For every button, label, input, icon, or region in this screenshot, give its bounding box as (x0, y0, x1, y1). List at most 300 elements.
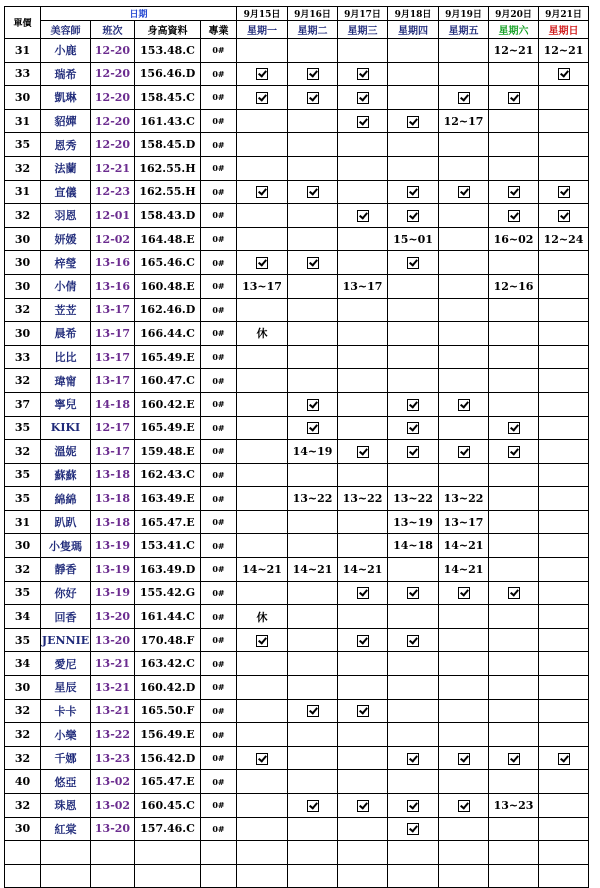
day-cell (539, 156, 589, 180)
day-cell (388, 440, 439, 464)
name-cell: 妍媛 (41, 227, 91, 251)
table-row (5, 156, 589, 180)
checkbox-checked-icon (407, 422, 419, 434)
checkbox-checked-icon (558, 186, 570, 198)
weekday-header-sunday: 星期日 (539, 21, 589, 39)
day-cell (539, 133, 589, 157)
checkbox-checked-icon (357, 116, 369, 128)
day-cell (388, 298, 439, 322)
day-cell (439, 180, 489, 204)
name-cell: 貂嬋 (41, 109, 91, 133)
day-cell (388, 274, 439, 298)
price-cell: 34 (5, 605, 41, 629)
day-cell (489, 864, 539, 888)
pro-cell: 0# (201, 794, 237, 818)
checkbox-checked-icon (508, 587, 520, 599)
day-cell (338, 770, 388, 794)
pro-cell: 0# (201, 558, 237, 582)
day-cell (539, 86, 589, 110)
weekday-header: 星期一 (237, 21, 288, 39)
day-cell: 14~21 (439, 558, 489, 582)
day-cell (288, 298, 338, 322)
pro-cell: 0# (201, 345, 237, 369)
pro-cell: 0# (201, 109, 237, 133)
day-cell (388, 628, 439, 652)
price-cell: 31 (5, 109, 41, 133)
day-cell (237, 463, 288, 487)
name-cell: 小隻瑪 (41, 534, 91, 558)
checkbox-checked-icon (508, 422, 520, 434)
day-cell (237, 817, 288, 841)
table-row (5, 817, 589, 841)
name-cell: 蘇蘇 (41, 463, 91, 487)
height-cell: 156.42.D (135, 746, 201, 770)
name-cell: 凱琳 (41, 86, 91, 110)
table-row (5, 322, 589, 346)
day-cell (338, 86, 388, 110)
checkbox-checked-icon (407, 399, 419, 411)
day-cell (439, 676, 489, 700)
day-cell (338, 345, 388, 369)
day-cell: 14~18 (388, 534, 439, 558)
day-cell (338, 817, 388, 841)
shift-cell: 13-17 (91, 369, 135, 393)
shift-cell: 13-21 (91, 699, 135, 723)
table-row (5, 39, 589, 63)
checkbox-checked-icon (357, 210, 369, 222)
day-cell (539, 204, 589, 228)
height-cell: 158.43.D (135, 204, 201, 228)
shift-cell: 13-23 (91, 746, 135, 770)
day-cell (539, 510, 589, 534)
day-cell: 13~19 (388, 510, 439, 534)
name-cell: 回香 (41, 605, 91, 629)
day-cell (288, 133, 338, 157)
day-cell (539, 699, 589, 723)
shift-cell: 13-20 (91, 817, 135, 841)
checkbox-checked-icon (256, 753, 268, 765)
price-cell: 37 (5, 392, 41, 416)
day-cell (388, 109, 439, 133)
day-cell (439, 62, 489, 86)
table-row (5, 676, 589, 700)
day-cell (338, 392, 388, 416)
price-cell: 30 (5, 534, 41, 558)
day-cell (338, 864, 388, 888)
shift-cell: 13-19 (91, 581, 135, 605)
checkbox-checked-icon (256, 257, 268, 269)
pro-cell: 0# (201, 392, 237, 416)
day-cell (439, 322, 489, 346)
day-cell (489, 628, 539, 652)
checkbox-checked-icon (357, 635, 369, 647)
day-cell (489, 699, 539, 723)
date-header: 9月15日 (237, 7, 288, 21)
shift-cell: 13-17 (91, 298, 135, 322)
day-cell (288, 746, 338, 770)
day-cell (489, 746, 539, 770)
name-cell: 卡卡 (41, 699, 91, 723)
price-cell: 32 (5, 558, 41, 582)
day-cell (338, 156, 388, 180)
height-cell: 160.48.E (135, 274, 201, 298)
shift-cell: 12-21 (91, 156, 135, 180)
day-cell (338, 39, 388, 63)
price-cell: 30 (5, 251, 41, 275)
price-cell (5, 864, 41, 888)
shift-cell: 12-17 (91, 416, 135, 440)
day-cell: 14~19 (288, 440, 338, 464)
day-cell (388, 841, 439, 865)
day-cell (388, 558, 439, 582)
table-row (5, 628, 589, 652)
day-cell (388, 204, 439, 228)
pro-cell: 0# (201, 723, 237, 747)
day-cell (338, 746, 388, 770)
table-row (5, 369, 589, 393)
shift-cell: 12-20 (91, 62, 135, 86)
shift-cell: 13-17 (91, 440, 135, 464)
day-cell (237, 746, 288, 770)
shift-cell: 13-16 (91, 274, 135, 298)
day-cell (288, 628, 338, 652)
day-cell: 14~21 (338, 558, 388, 582)
day-cell (489, 86, 539, 110)
day-cell (237, 510, 288, 534)
day-cell (288, 676, 338, 700)
price-header: 單價 (5, 7, 41, 39)
price-cell: 35 (5, 581, 41, 605)
day-cell (539, 298, 589, 322)
day-cell (338, 180, 388, 204)
date-header: 9月21日 (539, 7, 589, 21)
height-cell: 153.48.C (135, 39, 201, 63)
height-cell: 165.50.F (135, 699, 201, 723)
day-cell (539, 628, 589, 652)
day-cell (388, 86, 439, 110)
checkbox-checked-icon (558, 210, 570, 222)
day-cell (288, 864, 338, 888)
day-cell (237, 227, 288, 251)
shift-cell: 12-02 (91, 227, 135, 251)
height-cell: 163.42.C (135, 652, 201, 676)
day-cell (338, 133, 388, 157)
checkbox-checked-icon (307, 800, 319, 812)
pro-cell: 0# (201, 227, 237, 251)
price-cell: 34 (5, 652, 41, 676)
day-cell (439, 841, 489, 865)
day-cell (338, 322, 388, 346)
day-cell (288, 274, 338, 298)
checkbox-checked-icon (357, 68, 369, 80)
checkbox-checked-icon (307, 186, 319, 198)
day-cell (288, 652, 338, 676)
day-cell (539, 274, 589, 298)
day-cell: 休 (237, 605, 288, 629)
day-cell (237, 156, 288, 180)
name-cell: 趴趴 (41, 510, 91, 534)
checkbox-checked-icon (558, 68, 570, 80)
name-cell (41, 841, 91, 865)
name-cell: 小鹿 (41, 39, 91, 63)
name-cell: 千娜 (41, 746, 91, 770)
day-cell (539, 676, 589, 700)
checkbox-checked-icon (307, 399, 319, 411)
table-row (5, 345, 589, 369)
name-cell: 宣儀 (41, 180, 91, 204)
table-row (5, 440, 589, 464)
shift-cell: 12-20 (91, 133, 135, 157)
day-cell: 13~22 (439, 487, 489, 511)
checkbox-checked-icon (508, 446, 520, 458)
day-cell: 休 (237, 322, 288, 346)
checkbox-checked-icon (407, 800, 419, 812)
weekday-header: 星期四 (388, 21, 439, 39)
pro-cell: 0# (201, 534, 237, 558)
day-cell (237, 345, 288, 369)
day-cell (539, 746, 589, 770)
price-cell: 30 (5, 676, 41, 700)
day-cell (338, 841, 388, 865)
height-cell: 163.49.E (135, 487, 201, 511)
checkbox-checked-icon (357, 705, 369, 717)
checkbox-checked-icon (307, 705, 319, 717)
table-row (5, 841, 589, 865)
day-cell (489, 558, 539, 582)
day-cell (489, 109, 539, 133)
shift-cell: 13-16 (91, 251, 135, 275)
day-cell (237, 416, 288, 440)
table-row (5, 864, 589, 888)
checkbox-checked-icon (256, 92, 268, 104)
day-cell (539, 841, 589, 865)
height-cell: 158.45.D (135, 133, 201, 157)
name-cell: 晨希 (41, 322, 91, 346)
checkbox-checked-icon (407, 446, 419, 458)
day-cell: 12~16 (489, 274, 539, 298)
height-cell: 170.48.F (135, 628, 201, 652)
day-cell: 14~21 (237, 558, 288, 582)
shift-cell: 13-17 (91, 345, 135, 369)
day-cell (237, 864, 288, 888)
day-cell: 13~17 (338, 274, 388, 298)
price-cell: 30 (5, 227, 41, 251)
height-cell: 162.55.H (135, 180, 201, 204)
day-cell (489, 534, 539, 558)
shift-cell: 12-01 (91, 204, 135, 228)
checkbox-checked-icon (407, 823, 419, 835)
day-cell (439, 369, 489, 393)
checkbox-checked-icon (458, 446, 470, 458)
day-cell (489, 392, 539, 416)
day-cell (539, 794, 589, 818)
date-header: 9月17日 (338, 7, 388, 21)
day-cell (439, 133, 489, 157)
pro-cell: 0# (201, 298, 237, 322)
day-cell (388, 581, 439, 605)
day-cell (439, 39, 489, 63)
day-cell (439, 794, 489, 818)
day-cell (539, 180, 589, 204)
day-cell (489, 345, 539, 369)
day-cell (288, 39, 338, 63)
day-cell (439, 251, 489, 275)
shift-cell: 12-23 (91, 180, 135, 204)
checkbox-checked-icon (407, 257, 419, 269)
day-cell (388, 817, 439, 841)
pro-cell: 0# (201, 133, 237, 157)
price-cell: 31 (5, 180, 41, 204)
checkbox-checked-icon (508, 753, 520, 765)
table-row (5, 605, 589, 629)
shift-cell: 13-18 (91, 463, 135, 487)
checkbox-checked-icon (256, 635, 268, 647)
day-cell (388, 133, 439, 157)
day-cell (439, 392, 489, 416)
day-cell (288, 62, 338, 86)
weekday-header: 星期五 (439, 21, 489, 39)
pro-cell: 0# (201, 39, 237, 63)
day-cell (388, 392, 439, 416)
day-cell (539, 605, 589, 629)
day-cell (237, 39, 288, 63)
day-cell (489, 510, 539, 534)
name-cell: KIKI (41, 416, 91, 440)
day-cell (288, 463, 338, 487)
checkbox-checked-icon (458, 587, 470, 599)
day-cell (237, 794, 288, 818)
checkbox-checked-icon (407, 116, 419, 128)
name-cell: 苙苙 (41, 298, 91, 322)
price-cell: 32 (5, 204, 41, 228)
day-cell (439, 345, 489, 369)
pro-header: 專業 (201, 21, 237, 39)
day-cell: 13~22 (388, 487, 439, 511)
name-cell: 寧兒 (41, 392, 91, 416)
day-cell: 13~22 (288, 487, 338, 511)
day-cell (439, 699, 489, 723)
shift-cell: 12-20 (91, 39, 135, 63)
day-cell (237, 723, 288, 747)
name-cell: 悠亞 (41, 770, 91, 794)
table-row (5, 251, 589, 275)
day-cell (288, 227, 338, 251)
table-row (5, 699, 589, 723)
checkbox-checked-icon (307, 422, 319, 434)
table-row (5, 180, 589, 204)
day-cell (439, 817, 489, 841)
height-cell: 156.46.D (135, 62, 201, 86)
date-header: 9月16日 (288, 7, 338, 21)
weekday-header-saturday: 星期六 (489, 21, 539, 39)
day-cell (489, 463, 539, 487)
day-cell (338, 676, 388, 700)
pro-cell (201, 841, 237, 865)
name-cell: 小樂 (41, 723, 91, 747)
day-cell (388, 369, 439, 393)
shift-cell: 14-18 (91, 392, 135, 416)
table-row (5, 109, 589, 133)
price-cell: 33 (5, 345, 41, 369)
height-cell (135, 864, 201, 888)
height-cell: 160.42.E (135, 392, 201, 416)
day-cell (489, 652, 539, 676)
day-cell (237, 204, 288, 228)
day-cell (338, 440, 388, 464)
day-cell (237, 770, 288, 794)
day-cell (439, 274, 489, 298)
height-cell: 161.44.C (135, 605, 201, 629)
day-cell (489, 322, 539, 346)
height-cell: 155.42.G (135, 581, 201, 605)
day-cell (439, 746, 489, 770)
day-cell: 12~21 (489, 39, 539, 63)
shift-header: 班次 (91, 21, 135, 39)
checkbox-checked-icon (357, 800, 369, 812)
name-cell: 愛尼 (41, 652, 91, 676)
day-cell (338, 794, 388, 818)
day-cell (439, 156, 489, 180)
pro-cell: 0# (201, 86, 237, 110)
shift-cell: 13-20 (91, 605, 135, 629)
price-cell: 40 (5, 770, 41, 794)
schedule-table (4, 6, 589, 888)
day-cell (388, 794, 439, 818)
name-cell: 小倩 (41, 274, 91, 298)
day-cell (237, 628, 288, 652)
price-cell: 35 (5, 628, 41, 652)
day-cell (539, 109, 589, 133)
shift-cell: 13-22 (91, 723, 135, 747)
height-cell: 164.48.E (135, 227, 201, 251)
day-cell (237, 676, 288, 700)
day-cell (338, 463, 388, 487)
day-cell: 16~02 (489, 227, 539, 251)
day-cell (489, 133, 539, 157)
name-cell: 溫妮 (41, 440, 91, 464)
day-cell (288, 770, 338, 794)
date-header: 9月19日 (439, 7, 489, 21)
shift-cell: 13-21 (91, 676, 135, 700)
price-cell: 35 (5, 487, 41, 511)
name-cell: 珠恩 (41, 794, 91, 818)
height-cell: 156.49.E (135, 723, 201, 747)
pro-cell: 0# (201, 652, 237, 676)
shift-cell (91, 864, 135, 888)
day-cell (288, 251, 338, 275)
day-cell (338, 204, 388, 228)
day-cell: 15~01 (388, 227, 439, 251)
pro-cell: 0# (201, 699, 237, 723)
pro-cell: 0# (201, 628, 237, 652)
day-cell (288, 392, 338, 416)
day-cell (388, 251, 439, 275)
pro-cell: 0# (201, 746, 237, 770)
table-row (5, 558, 589, 582)
price-cell (5, 841, 41, 865)
day-cell (489, 770, 539, 794)
checkbox-checked-icon (407, 210, 419, 222)
day-cell (439, 723, 489, 747)
day-cell (288, 416, 338, 440)
pro-cell: 0# (201, 463, 237, 487)
day-cell (237, 534, 288, 558)
day-cell: 12~24 (539, 227, 589, 251)
table-row (5, 86, 589, 110)
height-cell: 157.46.C (135, 817, 201, 841)
name-cell: 靜香 (41, 558, 91, 582)
day-cell (539, 487, 589, 511)
